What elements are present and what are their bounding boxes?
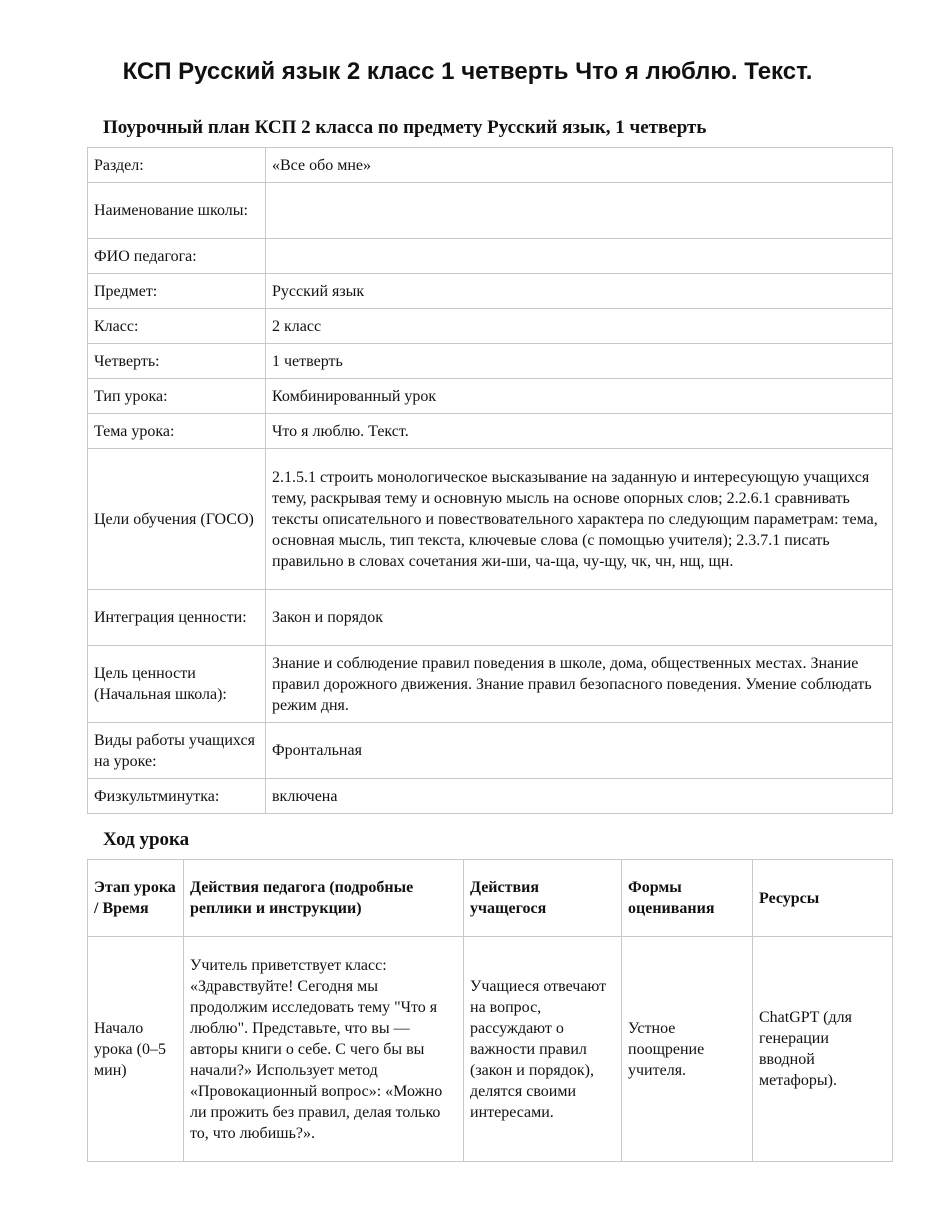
row-value: «Все обо мне» [266,148,893,183]
row-label: Цели обучения (ГОСО) [88,449,266,590]
table-row [88,449,893,590]
table-row [88,148,893,183]
assessment-cell: Устное поощрение учителя. [622,937,753,1162]
teacher-actions-cell: Учитель приветствует класс: «Здравствуйте! Сегодня мы продолжим исследовать тему "Что я люблю". Представьте, что вы — авторы книги о себе. С чего бы вы начали?» Использует метод «Провокационный вопрос»: «Можно ли прожить без правил, делая только то, что любишь?». [184,937,464,1162]
lesson-plan-subtitle: Поурочный план КСП 2 класса по предмету Русский язык, 1 четверть [103,117,707,138]
row-value: Знание и соблюдение правил поведения в школе, дома, общественных местах. Знание правил дорожного движения. Знание правил безопасного поведения. Умение соблюдать режим дня. [266,646,893,723]
row-label: Физкультминутка: [88,779,266,814]
row-value [266,239,893,274]
table-row [88,274,893,309]
table-row [88,937,893,1162]
row-value: Фронтальная [266,723,893,779]
row-label: Тема урока: [88,414,266,449]
lesson-progress-heading: Ход урока [103,829,190,850]
row-label: Интеграция ценности: [88,590,266,646]
row-value: 2.1.5.1 строить монологическое высказывание на заданную и интересующую учащихся тему, раскрывая тему и основную мысль на основе опорных слов; 2.2.6.1 сравнивать тексты описательного и повествовательного характера по следующим параметрам: тема, основная мысль, тип текста, ключевые слова (с помощью учителя); 2.3.7.1 писать правильно в словах сочетания жи-ши, ча-ща, чу-щу, чк, чн, нщ, щн. [266,449,893,590]
table-row [88,590,893,646]
column-header-student-actions: Действия учащегося [464,860,622,937]
table-row [88,379,893,414]
row-value: Закон и порядок [266,590,893,646]
row-label: Тип урока: [88,379,266,414]
table-row [88,309,893,344]
row-value: 1 четверть [266,344,893,379]
table-row [88,779,893,814]
table-row [88,183,893,239]
row-label: Наименование школы: [88,183,266,239]
table-row [88,344,893,379]
column-header-teacher-actions: Действия педагога (подробные реплики и инструкции) [184,860,464,937]
resources-cell: ChatGPT (для генерации вводной метафоры). [753,937,893,1162]
row-value: Что я люблю. Текст. [266,414,893,449]
row-label: Раздел: [88,148,266,183]
column-header-resources: Ресурсы [753,860,893,937]
row-label: Четверть: [88,344,266,379]
lesson-info-table [87,147,893,814]
row-value: Русский язык [266,274,893,309]
table-row [88,723,893,779]
row-value: 2 класс [266,309,893,344]
row-label: Цель ценности (Начальная школа): [88,646,266,723]
stage-cell: Начало урока (0–5 мин) [88,937,184,1162]
column-header-assessment: Формы оценивания [622,860,753,937]
page-title: КСП Русский язык 2 класс 1 четверть Что я люблю. Текст. [122,58,813,85]
row-label: Класс: [88,309,266,344]
student-actions-cell: Учащиеся отвечают на вопрос, рассуждают о важности правил (закон и порядок), делятся своими интересами. [464,937,622,1162]
table-row [88,414,893,449]
row-value: Комбинированный урок [266,379,893,414]
table-row [88,646,893,723]
row-label: ФИО педагога: [88,239,266,274]
row-value [266,183,893,239]
row-label: Предмет: [88,274,266,309]
row-value: включена [266,779,893,814]
table-header-row [88,860,893,937]
lesson-progress-table [87,859,893,1162]
column-header-stage: Этап урока / Время [88,860,184,937]
row-label: Виды работы учащихся на уроке: [88,723,266,779]
table-row [88,239,893,274]
